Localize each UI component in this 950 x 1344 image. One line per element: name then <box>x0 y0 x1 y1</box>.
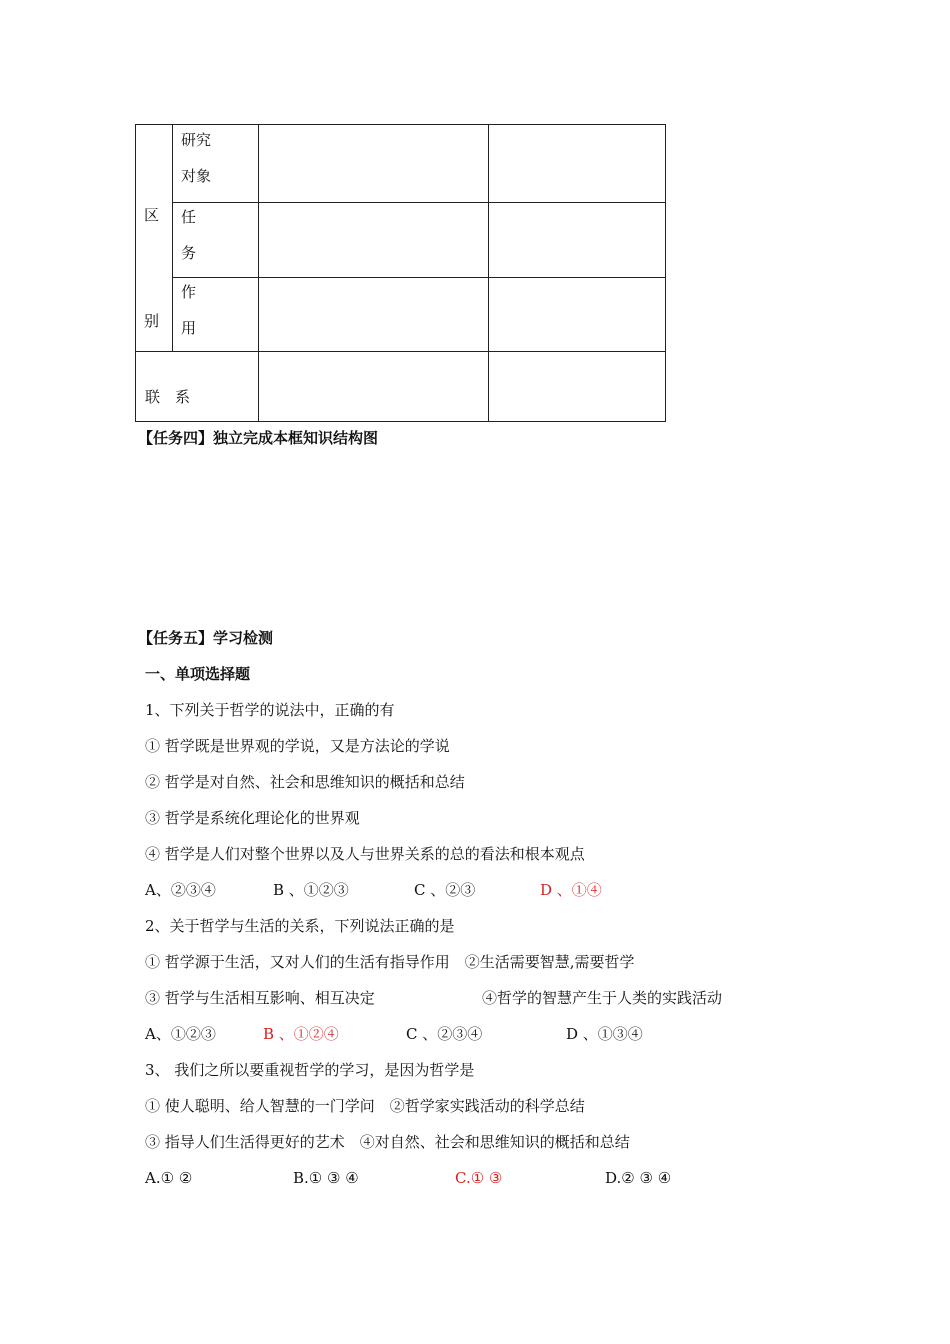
row-label-cell <box>173 278 259 352</box>
row-label-cell <box>173 203 259 278</box>
option-c-answer: C.① ③ <box>455 1169 503 1187</box>
question-stem: 1、下列关于哲学的说法中，正确的有 <box>145 701 395 719</box>
table-cell <box>489 125 666 203</box>
task4-title: 【任务四】独立完成本框知识结构图 <box>138 429 379 447</box>
option-a: A.① ② <box>145 1169 193 1187</box>
statement-line: ② 哲学是对自然、社会和思维知识的概括和总结 <box>145 773 465 791</box>
statement-line: ③ 指导人们生活得更好的艺术 ④对自然、社会和思维知识的概括和总结 <box>145 1133 630 1151</box>
table-cell <box>259 352 489 422</box>
table-cell <box>259 203 489 278</box>
option-a: A、①②③ <box>145 1025 216 1043</box>
table-cell <box>259 125 489 203</box>
table-cell <box>489 203 666 278</box>
option-b: B 、①②③ <box>273 881 349 899</box>
statement-line: ③ 哲学与生活相互影响、相互决定 <box>145 989 375 1007</box>
question-stem: 2、关于哲学与生活的关系，下列说法正确的是 <box>145 917 455 935</box>
option-d: D.② ③ ④ <box>605 1169 672 1187</box>
statement-line: ④ 哲学是人们对整个世界以及人与世界关系的总的看法和根本观点 <box>145 845 585 863</box>
statement-line: ① 哲学源于生活，又对人们的生活有指导作用 ②生活需要智慧,需要哲学 <box>145 953 635 971</box>
task5-title: 【任务五】学习检测 <box>138 629 274 647</box>
group-label-bottom: 别 <box>144 312 160 330</box>
statement-line: ① 使人聪明、给人智慧的一门学问 ②哲学家实践活动的科学总结 <box>145 1097 585 1115</box>
link-label: 联 系 <box>145 388 191 406</box>
table-cell <box>259 278 489 352</box>
row-label-cell <box>173 125 259 203</box>
option-d-answer: D 、①④ <box>540 881 602 899</box>
table-cell <box>489 278 666 352</box>
table-cell <box>489 352 666 422</box>
option-c: C 、②③④ <box>406 1025 483 1043</box>
row-label-line: 务 <box>181 244 197 262</box>
option-b-answer: B 、①②④ <box>263 1025 339 1043</box>
question-stem: 3、 我们之所以要重视哲学的学习，是因为哲学是 <box>145 1061 475 1079</box>
statement-line: ④哲学的智慧产生于人类的实践活动 <box>482 989 723 1007</box>
statement-line: ③ 哲学是系统化理论化的世界观 <box>145 809 360 827</box>
option-a: A、②③④ <box>145 881 216 899</box>
comparison-table <box>135 124 666 422</box>
row-label-line: 作 <box>181 283 197 301</box>
row-label-line: 对象 <box>181 167 212 185</box>
section-title: 一、单项选择题 <box>145 665 251 683</box>
row-label-line: 用 <box>181 319 197 337</box>
option-b: B.① ③ ④ <box>293 1169 359 1187</box>
row-label-line: 任 <box>181 208 197 226</box>
group-label-cell <box>136 125 173 352</box>
link-label-cell <box>136 352 259 422</box>
option-d: D 、①③④ <box>566 1025 643 1043</box>
statement-line: ① 哲学既是世界观的学说，又是方法论的学说 <box>145 737 450 755</box>
group-label-top: 区 <box>144 206 160 224</box>
option-c: C 、②③ <box>414 881 476 899</box>
row-label-line: 研究 <box>181 131 212 149</box>
